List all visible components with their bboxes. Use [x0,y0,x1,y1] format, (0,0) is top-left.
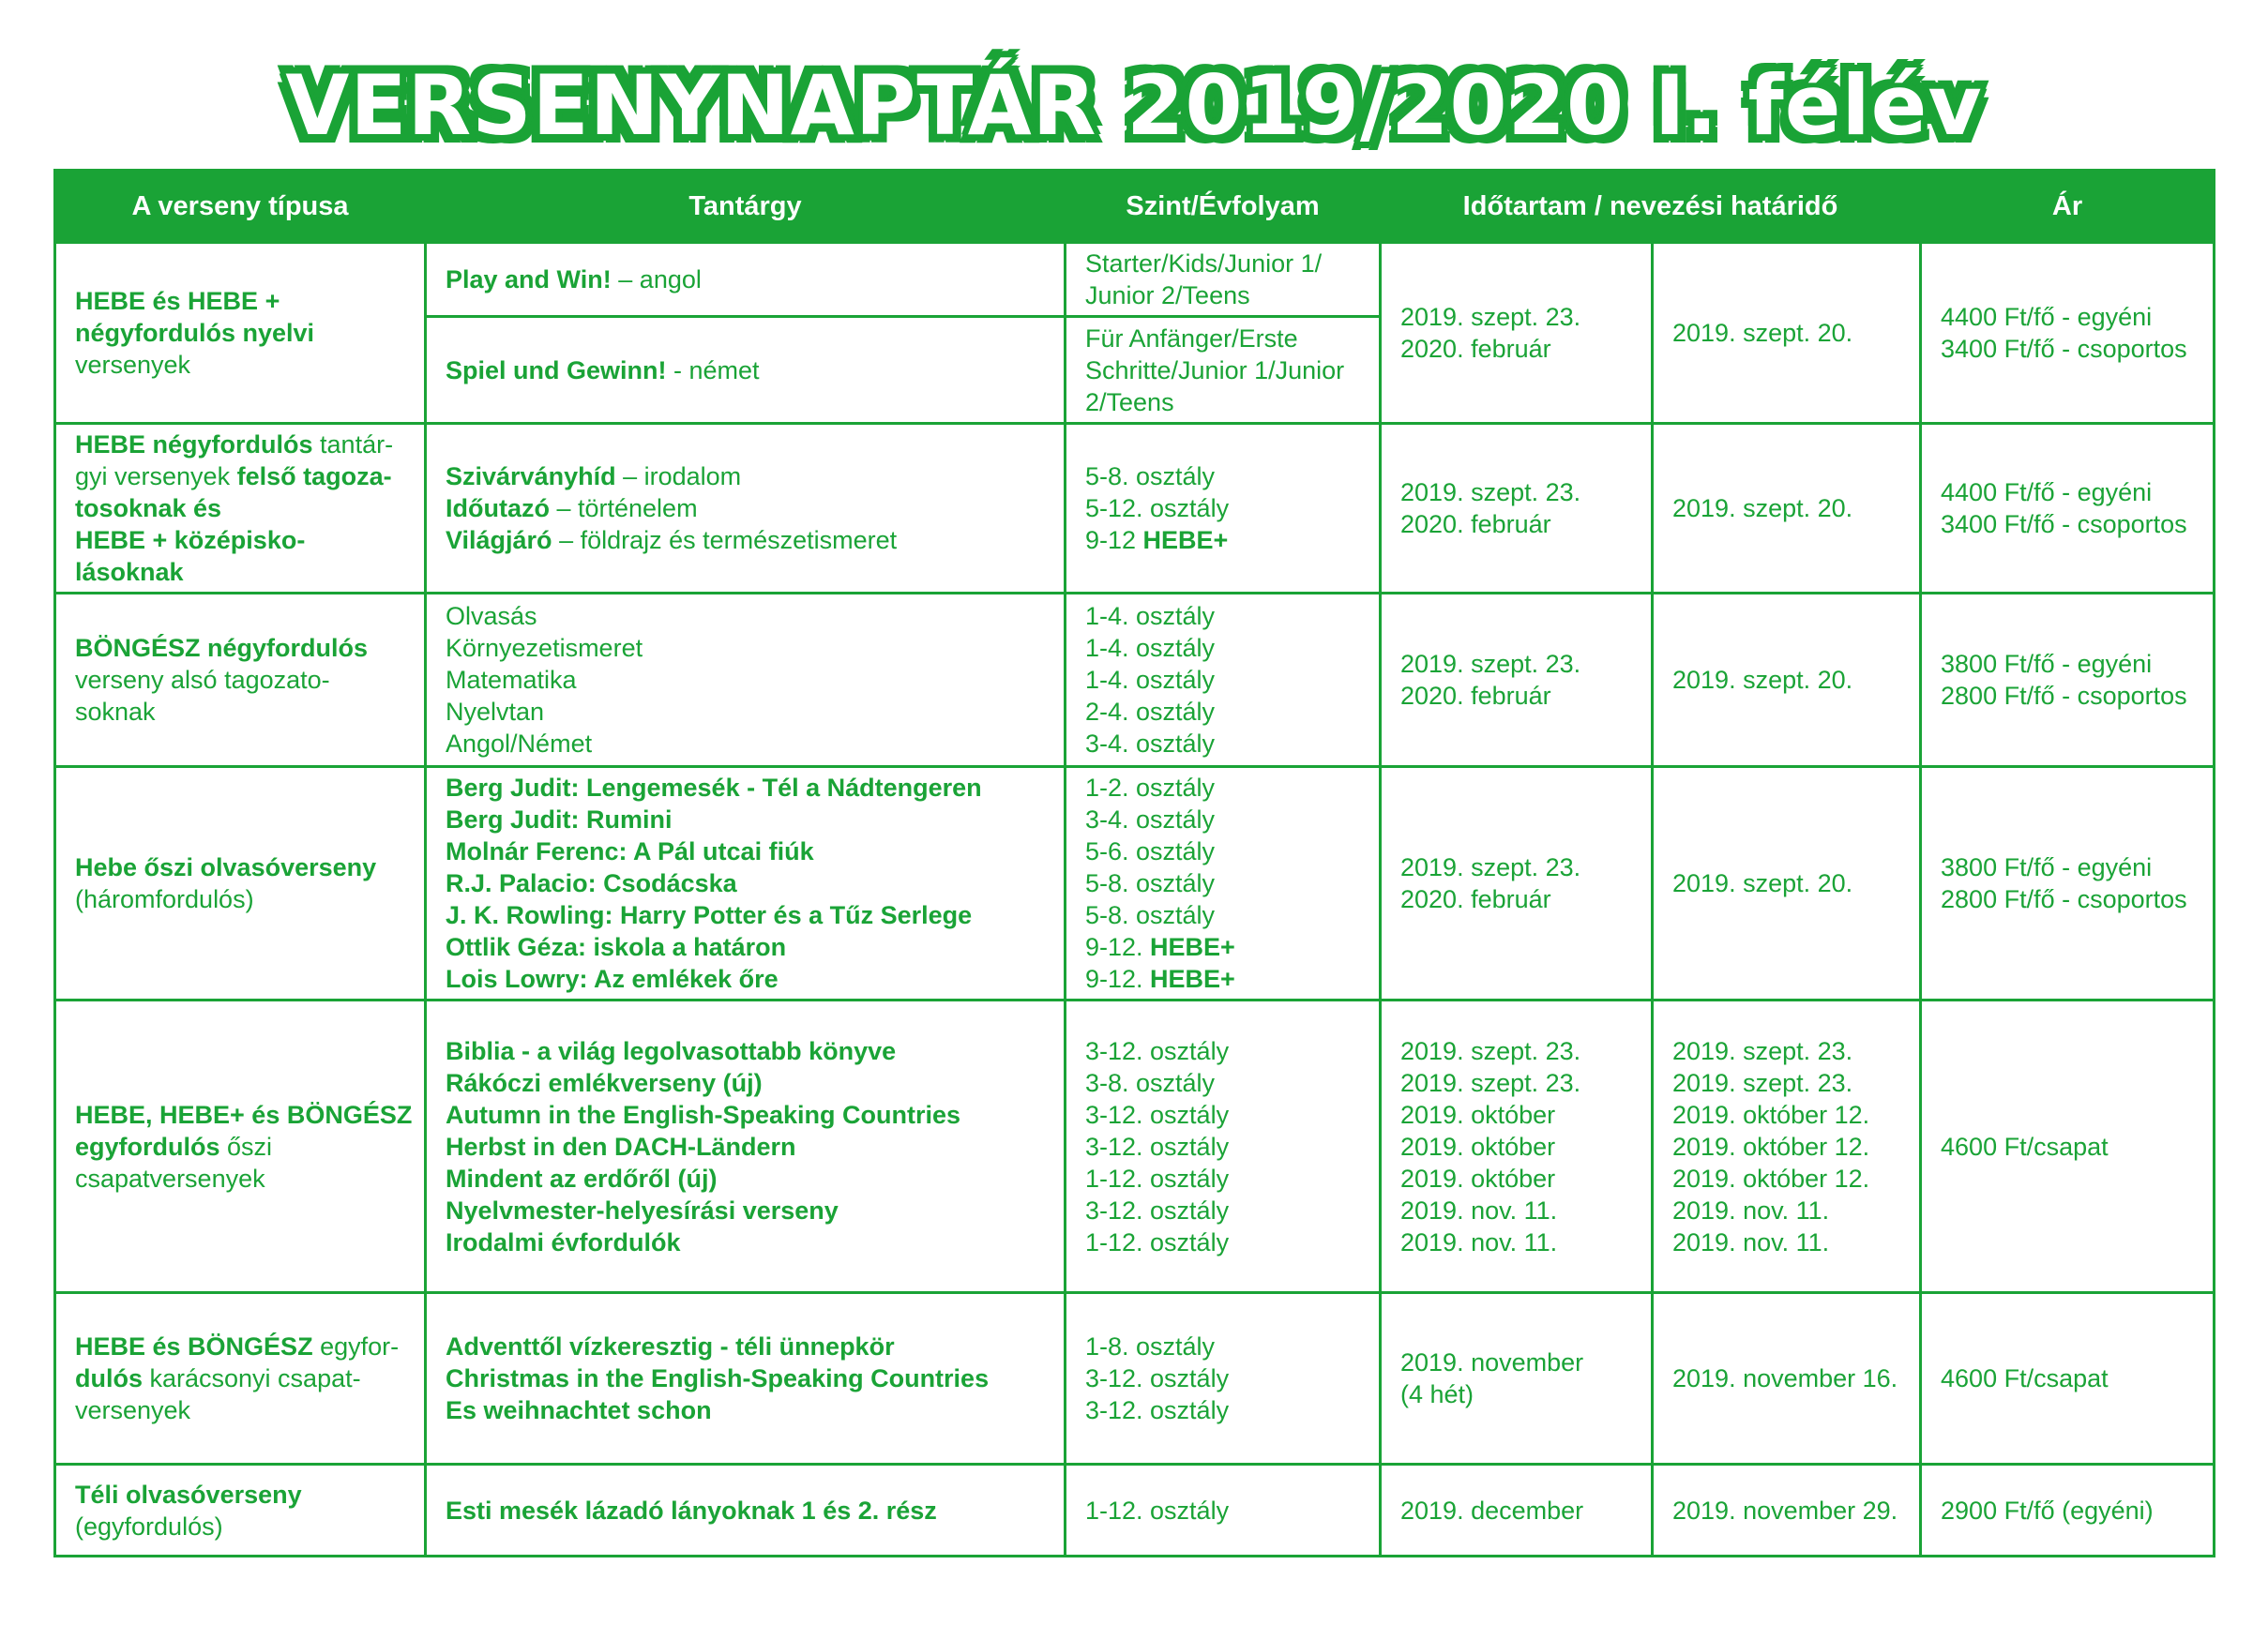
level-line-part: 9-12 [1085,526,1143,554]
deadline-line: 2019. szept. 20. [1672,869,1853,897]
subject-line-part: Angol/Német [446,730,593,758]
level-text: Für Anfänger/Erste Schritte/Junior 1/Junior 2/Teens [1085,323,1345,416]
subject-cell [426,594,1066,767]
subject-line [446,1495,1045,1527]
type-line: HEBE és HEBE + [75,287,280,315]
subject-line [446,664,1045,696]
subject-cell [426,1293,1066,1465]
header-row [55,171,2215,243]
subject-line-part: Berg Judit: Rumini [446,805,673,834]
level-line [1085,728,1360,760]
type-line-part: csapatversenyek [75,1164,265,1193]
level-line-part: 5-8. osztály [1085,901,1216,929]
subject-line [446,1163,1045,1195]
deadline-line: 2019. szept. 20. [1672,666,1853,694]
type-line [75,1131,405,1163]
level-line [1085,664,1360,696]
deadline-line: 2019. október 12. [1672,1132,1870,1161]
level-line [1085,772,1360,804]
type-line-part: versenyek [75,1396,191,1424]
type-cell [55,1465,426,1557]
price-cell [1921,767,2215,1001]
level-line [1085,1035,1360,1067]
subject-cell [426,424,1066,594]
type-line-part: HEBE, HEBE+ és BÖNGÉSZ [75,1100,413,1129]
subject-line-part: Lois Lowry: Az emlékek őre [446,965,779,993]
type-line [75,851,405,883]
level-line-part: 2-4. osztály [1085,698,1216,726]
level-line-part: 1-12. osztály [1085,1227,1230,1256]
subject-line [446,696,1045,728]
level-line [1085,804,1360,835]
duration-line: 2019. október [1400,1100,1556,1129]
type-line [75,492,405,524]
level-line-part: HEBE+ [1150,933,1235,961]
subject-name: Spiel und Gewinn! [446,355,667,384]
subject-line-part: Mindent az erdőről (új) [446,1164,718,1193]
subject-cell [426,243,1066,317]
header-price: Ár [1921,171,2215,243]
type-line [75,1331,405,1362]
table-row [55,594,2215,767]
type-cell [55,594,426,767]
subject-line [446,835,1045,867]
subject-line [446,1362,1045,1394]
type-line [75,664,405,696]
subject-line-part: Adventtől vízkeresztig - téli ünnepkör [446,1332,895,1361]
type-cell [55,1001,426,1293]
duration-line: 2020. február [1400,682,1551,710]
deadline-cell [1653,767,1921,1001]
subject-line-part: Matematika [446,666,577,694]
duration-line: 2019. november [1400,1348,1584,1377]
subject-line [446,460,1045,492]
deadline-line: 2019. november 16. [1672,1364,1898,1392]
level-line-part: 1-8. osztály [1085,1332,1216,1361]
level-line-part: 5-12. osztály [1085,494,1230,522]
duration-cell [1381,1001,1653,1293]
subject-line-part: Olvasás [446,602,537,630]
type-line: versenyek [75,351,191,379]
table-row [55,424,2215,594]
type-cell [55,767,426,1001]
header-duration: Időtartam / nevezési határidő [1381,171,1921,243]
subject-line [446,1226,1045,1258]
type-line-part: egyfor- [312,1332,400,1361]
level-line [1085,600,1360,632]
level-line [1085,1362,1360,1394]
type-line-part: tosoknak és [75,494,222,522]
level-line [1085,931,1360,963]
level-line-part: 3-12. osztály [1085,1100,1230,1129]
subject-line-part: Ottlik Géza: iskola a határon [446,933,787,961]
subject-line [446,899,1045,931]
subject-line-part: Szivárványhíd [446,462,616,490]
subject-line [446,1099,1045,1131]
subject-line-part: R.J. Palacio: Csodácska [446,869,737,897]
duration-line: 2019. december [1400,1496,1584,1525]
price-line: 2900 Ft/fő (egyéni) [1941,1496,2154,1525]
level-line [1085,1131,1360,1163]
level-line-part: 1-12. osztály [1085,1164,1230,1193]
subject-line-part: Időutazó [446,494,550,522]
type-line [75,524,405,556]
subject-cell [426,767,1066,1001]
level-cell [1066,317,1381,424]
level-line [1085,460,1360,492]
duration-line: (4 hét) [1400,1380,1474,1408]
header-type: A verseny típusa [55,171,426,243]
type-line-part: felső tagoza- [236,462,392,490]
level-line-part: HEBE+ [1142,526,1229,554]
subject-line-part: – történelem [549,494,698,522]
type-line [75,1163,405,1195]
type-cell [55,243,426,424]
level-line-part: 5-8. osztály [1085,462,1216,490]
type-line [75,460,405,492]
subject-line-part: – földrajz és természetismeret [552,526,898,554]
subject-line-part: Irodalmi évfordulók [446,1227,681,1256]
subject-line-part: J. K. Rowling: Harry Potter és a Tűz Serlege [446,901,973,929]
deadline-line: 2019. szept. 20. [1672,319,1853,347]
type-line-part: (egyfordulós) [75,1512,223,1541]
subject-line-part: Berg Judit: Lengemesék - Tél a Nádtengeren [446,774,982,802]
deadline-line: 2019. nov. 11. [1672,1196,1830,1225]
duration-line: 2019. október [1400,1132,1556,1161]
subject-line [446,1035,1045,1067]
level-line-part: 1-4. osztály [1085,634,1216,662]
subject-line-part: Molnár Ferenc: A Pál utcai fiúk [446,837,814,865]
subject-line [446,600,1045,632]
competition-table [53,169,2215,1557]
type-line-part: Téli olvasóverseny [75,1480,302,1509]
type-line [75,1479,405,1511]
type-line [75,429,405,460]
level-cell [1066,1001,1381,1293]
subject-line-part: Környezetismeret [446,634,643,662]
price-line: 4600 Ft/csapat [1941,1132,2109,1161]
level-line-part: 3-12. osztály [1085,1196,1230,1225]
deadline-line: 2019. szept. 20. [1672,494,1853,522]
table-row [55,243,2215,317]
type-line-part: lásoknak [75,558,184,586]
level-line-part: 3-8. osztály [1085,1068,1216,1097]
level-line-part: 3-4. osztály [1085,730,1216,758]
subject-cell [426,1465,1066,1557]
deadline-line: 2019. november 29. [1672,1496,1898,1525]
type-line [75,696,405,728]
level-line [1085,632,1360,664]
title-wrap [0,54,2268,158]
table-row [55,767,2215,1001]
subject-line-part: Autumn in the English-Speaking Countries [446,1100,961,1129]
level-line [1085,1195,1360,1226]
type-line-part: dulós [75,1364,143,1392]
level-cell [1066,1465,1381,1557]
duration-line: 2019. szept. 23. [1400,1068,1581,1097]
page-title: VERSENYNAPTÁR 2019/2020 I. félév [285,57,1983,154]
subject-line-part: Nyelvtan [446,698,545,726]
level-line [1085,835,1360,867]
level-line-part: 9-12. [1085,965,1151,993]
level-line-part: 1-4. osztály [1085,602,1216,630]
type-line [75,632,405,664]
subject-line-part: Biblia - a világ legolvasottabb könyve [446,1036,897,1065]
type-line-part: soknak [75,698,156,726]
subject-line-part: Esti mesék lázadó lányoknak 1 és 2. rész [446,1496,937,1525]
type-line-part: verseny alsó tagozato- [75,666,330,694]
level-line [1085,899,1360,931]
price-line: 2800 Ft/fő - csoportos [1941,682,2187,710]
level-line [1085,696,1360,728]
price-line: 3400 Ft/fő - csoportos [1941,335,2187,363]
deadline-cell [1653,1001,1921,1293]
level-line-part: 3-12. osztály [1085,1132,1230,1161]
price-cell [1921,1465,2215,1557]
level-line [1085,1163,1360,1195]
duration-line: 2019. szept. 23. [1400,1036,1581,1065]
subject-line [446,1331,1045,1362]
level-line-part: 5-8. osztály [1085,869,1216,897]
subject-line-part: Es weihnachtet schon [446,1396,712,1424]
type-line: négyfordulós nyelvi [75,319,315,347]
duration-cell [1381,424,1653,594]
level-cell [1066,243,1381,317]
duration-line: 2019. szept. 23. [1400,853,1581,881]
duration-line: 2020. február [1400,335,1551,363]
type-line-part: HEBE + középisko- [75,526,306,554]
price-line: 3800 Ft/fő - egyéni [1941,650,2153,678]
duration-line: 2019. szept. 23. [1400,650,1581,678]
deadline-line: 2019. október 12. [1672,1100,1870,1129]
duration-cell [1381,1465,1653,1557]
subject-line-part: Rákóczi emlékverseny (új) [446,1068,763,1097]
type-line [75,1394,405,1426]
price-line: 2800 Ft/fő - csoportos [1941,885,2187,913]
duration-cell [1381,1293,1653,1465]
level-line [1085,1099,1360,1131]
price-cell [1921,424,2215,594]
level-line-part: 3-12. osztály [1085,1364,1230,1392]
price-cell [1921,243,2215,424]
subject-line [446,867,1045,899]
subject-cell [426,1001,1066,1293]
subject-line [446,772,1045,804]
duration-line: 2019. október [1400,1164,1556,1193]
type-line-part: (háromfordulós) [75,885,254,913]
level-text: Starter/Kids/Junior 1/ Junior 2/Teens [1085,249,1323,309]
duration-line: 2019. nov. 11. [1400,1196,1558,1225]
table-row [55,1465,2215,1557]
level-line-part: 1-12. osztály [1085,1496,1230,1525]
duration-line: 2019. szept. 23. [1400,303,1581,331]
level-line [1085,867,1360,899]
level-line-part: 3-4. osztály [1085,805,1216,834]
subject-line-part: Christmas in the English-Speaking Countries [446,1364,990,1392]
type-line-part: HEBE négyfordulós [75,430,313,459]
subject-line [446,963,1045,995]
duration-cell [1381,767,1653,1001]
type-line [75,1511,405,1542]
type-line [75,1099,413,1131]
subject-line [446,728,1045,760]
subject-name: Play and Win! [446,265,612,293]
subject-line-part: Herbst in den DACH-Ländern [446,1132,796,1161]
price-line: 4400 Ft/fő - egyéni [1941,303,2153,331]
price-line: 4400 Ft/fő - egyéni [1941,478,2153,506]
type-line-part: karácsonyi csapat- [143,1364,361,1392]
type-line-part: tantár- [312,430,394,459]
type-line-part: gyi versenyek [75,462,237,490]
subject-line [446,492,1045,524]
type-cell [55,1293,426,1465]
duration-cell [1381,594,1653,767]
subject-line [446,632,1045,664]
price-line: 4600 Ft/csapat [1941,1364,2109,1392]
level-line [1085,1226,1360,1258]
duration-line: 2020. február [1400,885,1551,913]
level-line-part: 3-12. osztály [1085,1036,1230,1065]
price-cell [1921,1293,2215,1465]
subject-line-part: Világjáró [446,526,552,554]
header-level: Szint/Évfolyam [1066,171,1381,243]
duration-line: 2019. szept. 23. [1400,478,1581,506]
type-line-part: HEBE és BÖNGÉSZ [75,1332,313,1361]
header-subject: Tantárgy [426,171,1066,243]
type-line-part: egyfordulós [75,1132,220,1161]
duration-line: 2019. nov. 11. [1400,1227,1558,1256]
deadline-line: 2019. nov. 11. [1672,1227,1830,1256]
subject-line [446,931,1045,963]
type-line-part: Hebe őszi olvasóverseny [75,853,377,881]
price-cell [1921,1001,2215,1293]
level-line-part: 3-12. osztály [1085,1396,1230,1424]
type-line [75,1362,405,1394]
duration-cell [1381,243,1653,424]
subject-line-part: – irodalom [615,462,742,490]
deadline-cell [1653,243,1921,424]
level-line [1085,524,1360,556]
type-line-part: BÖNGÉSZ négyfordulós [75,634,369,662]
level-line [1085,963,1360,995]
type-line [75,556,405,588]
level-cell [1066,424,1381,594]
subject-language: – angol [611,265,702,293]
deadline-line: 2019. szept. 23. [1672,1036,1853,1065]
type-line [75,883,405,915]
subject-line [446,1131,1045,1163]
level-line-part: HEBE+ [1150,965,1235,993]
deadline-line: 2019. szept. 23. [1672,1068,1853,1097]
level-line [1085,1331,1360,1362]
level-cell [1066,1293,1381,1465]
table-row [55,1001,2215,1293]
subject-line [446,524,1045,556]
level-cell [1066,594,1381,767]
subject-cell [426,317,1066,424]
level-line-part: 1-2. osztály [1085,774,1216,802]
deadline-line: 2019. október 12. [1672,1164,1870,1193]
table-row [55,1293,2215,1465]
subject-language: - német [666,355,760,384]
subject-line-part: Nyelvmester-helyesírási verseny [446,1196,839,1225]
deadline-cell [1653,594,1921,767]
price-cell [1921,594,2215,767]
price-line: 3400 Ft/fő - csoportos [1941,510,2187,538]
type-cell [55,424,426,594]
type-line-part: őszi [219,1132,273,1161]
duration-line: 2020. február [1400,510,1551,538]
level-line-part: 1-4. osztály [1085,666,1216,694]
deadline-cell [1653,424,1921,594]
level-line [1085,492,1360,524]
level-line-part: 9-12. [1085,933,1151,961]
level-line [1085,1394,1360,1426]
level-line-part: 5-6. osztály [1085,837,1216,865]
subject-line [446,804,1045,835]
level-line [1085,1067,1360,1099]
subject-line [446,1394,1045,1426]
deadline-cell [1653,1465,1921,1557]
deadline-cell [1653,1293,1921,1465]
level-cell [1066,767,1381,1001]
subject-line [446,1067,1045,1099]
subject-line [446,1195,1045,1226]
level-line [1085,1495,1360,1527]
price-line: 3800 Ft/fő - egyéni [1941,853,2153,881]
